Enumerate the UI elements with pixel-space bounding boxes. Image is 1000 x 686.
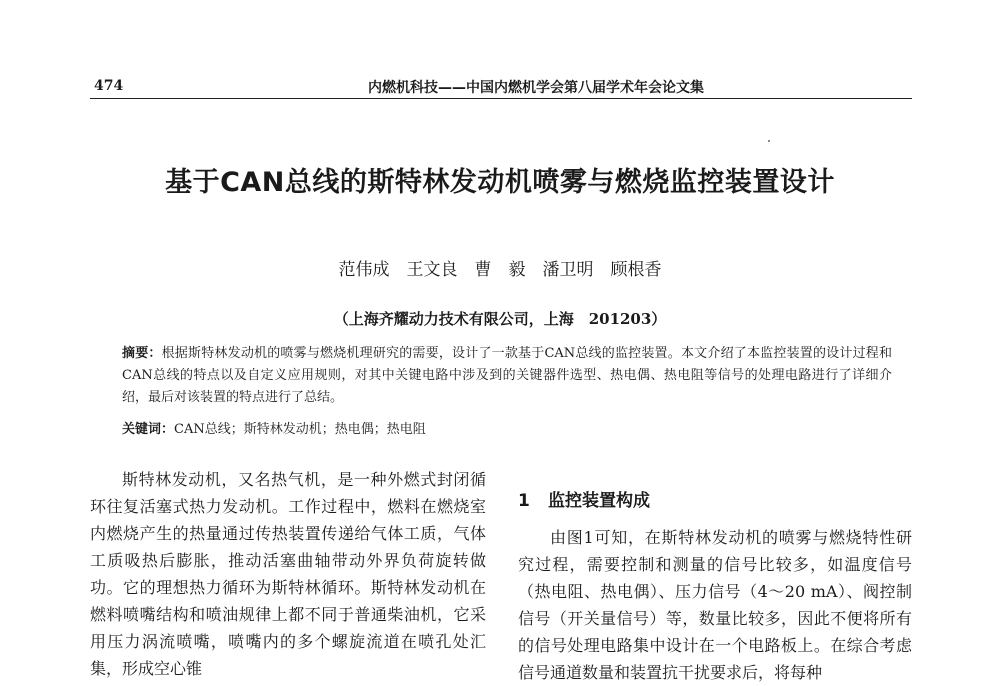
- paper-title: 基于CAN总线的斯特林发动机喷雾与燃烧监控装置设计: [165, 167, 835, 198]
- section-heading: [518, 486, 650, 511]
- section-title: 监控装置构成: [548, 491, 650, 511]
- body-left-column: 斯特林发动机，又名热气机，是一种外燃式封闭循环往复活塞式热力发动机。工作过程中，燃料在燃烧室内燃烧产生的热量通过传热装置传递给气体工质，气体工质吸热后膨胀，推动活塞曲轴带动外界负荷旋转做功。它的理想热力循环为斯特林循环。斯特林发动机在燃料喷嘴结构和喷油规律上都不同于普通柴油机，它采用压力涡流喷嘴，喷嘴内的多个螺旋流道在喷孔处汇集，形成空心锥: [90, 470, 486, 678]
- page-number: 474: [94, 78, 124, 94]
- section-number: 1: [518, 491, 530, 511]
- running-title: 内燃机科技——中国内燃机学会第八届学术年会论文集: [368, 80, 704, 96]
- abstract-label: 摘要：: [122, 346, 162, 361]
- keywords: [122, 419, 892, 441]
- keywords-text: CAN总线；斯特林发动机；热电偶；热电阻: [174, 422, 426, 437]
- abstract-text: 根据斯特林发动机的喷雾与燃烧机理研究的需要，设计了一款基于CAN总线的监控装置。本文介绍了本监控装置的设计过程和CAN总线的特点以及自定义应用规则，对其中关键电路中涉及到的关键器件选型、热电偶、热电阻等信号的处理电路进行了详细介绍，最后对该装置的特点进行了总结。: [122, 346, 892, 405]
- scan-speck: [768, 140, 770, 142]
- author-list: 范伟成 王文良 曹 毅 潘卫明 顾根香: [338, 260, 662, 280]
- keywords-label: 关键词：: [122, 422, 175, 437]
- abstract: [122, 343, 892, 409]
- body-right-column: 由图1可知，在斯特林发动机的喷雾与燃烧特性研究过程，需要控制和测量的信号比较多，如温度信号（热电阻、热电偶）、压力信号（4～20 mA）、阀控制信号（开关量信号）等，数量比较多，因此不便将所有的信号处理电路集中设计在一个电路板上。在综合考虑信号通道数量和装置抗干扰要求后，将每种: [518, 528, 912, 682]
- running-header: [90, 76, 912, 99]
- affiliation: （上海齐耀动力技术有限公司，上海 201203）: [333, 310, 667, 328]
